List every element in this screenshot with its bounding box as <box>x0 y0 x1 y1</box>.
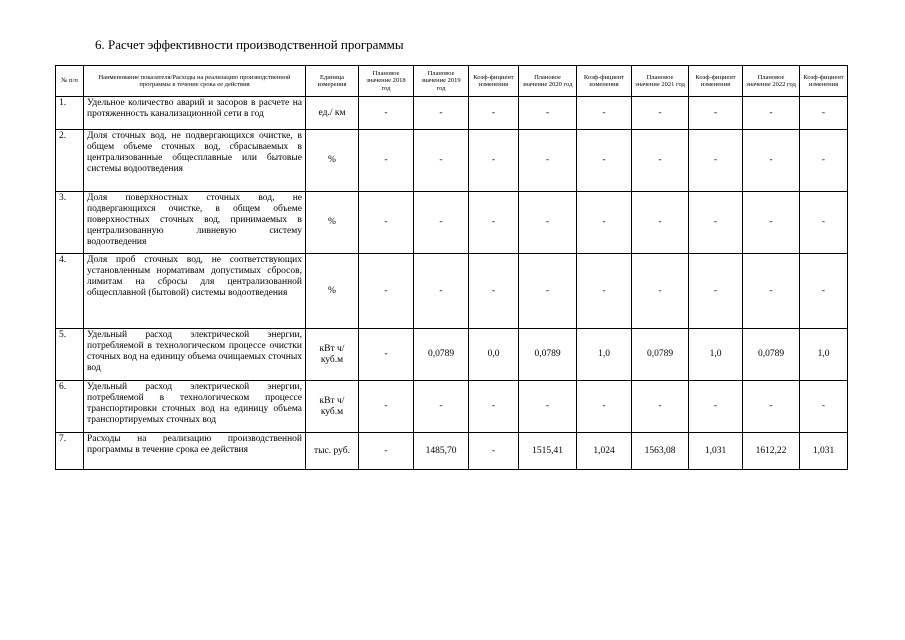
indicator-name: Доля проб сточных вод, не соответствующих установленным нормативам допустимых сбросов, лимитам на сбросы для централизованной общесплавной (бытовой) системы водоотведения <box>84 254 306 329</box>
value-cell: - <box>632 381 689 433</box>
value-cell: - <box>359 381 414 433</box>
value-cell: - <box>743 97 800 130</box>
value-cell: - <box>359 254 414 329</box>
efficiency-table <box>55 65 848 470</box>
value-cell: - <box>689 192 743 254</box>
unit-cell: ед./ км <box>306 97 359 130</box>
row-number: 4. <box>56 254 84 329</box>
table-row <box>56 97 848 130</box>
table-row <box>56 192 848 254</box>
indicator-name: Расходы на реализацию производственной программы в течение срока ее действия <box>84 433 306 470</box>
indicator-name: Удельный расход электрической энергии, потребляемой в технологическом процессе очистки сточных вод на единицу объема очищаемых сточных вод <box>84 329 306 381</box>
unit-cell: кВт ч/куб.м <box>306 329 359 381</box>
value-cell: - <box>469 254 519 329</box>
value-cell: - <box>577 381 632 433</box>
row-number: 6. <box>56 381 84 433</box>
header-cell: Наименование показателя/Расходы на реализацию производственной программы в течение срока ее действия <box>84 66 306 97</box>
value-cell: - <box>743 254 800 329</box>
row-number: 5. <box>56 329 84 381</box>
row-number: 2. <box>56 130 84 192</box>
row-number: 1. <box>56 97 84 130</box>
header-cell: Коэф-фициент изменения <box>577 66 632 97</box>
indicator-name: Доля поверхностных сточных вод, не подвергающихся очистке, в общем объеме поверхностных сточных вод, принимаемых в централизованную ливневую систему водоотведения <box>84 192 306 254</box>
value-cell: - <box>632 97 689 130</box>
value-cell: - <box>469 130 519 192</box>
value-cell: - <box>414 254 469 329</box>
value-cell: - <box>577 192 632 254</box>
table-row <box>56 433 848 470</box>
table-row <box>56 329 848 381</box>
value-cell: 1515,41 <box>519 433 577 470</box>
value-cell: 1563,08 <box>632 433 689 470</box>
value-cell: - <box>359 329 414 381</box>
value-cell: - <box>577 97 632 130</box>
value-cell: - <box>800 381 848 433</box>
unit-cell: кВт ч/куб.м <box>306 381 359 433</box>
value-cell: - <box>632 130 689 192</box>
header-cell: Коэф-фициент изменения <box>689 66 743 97</box>
value-cell: 0,0789 <box>743 329 800 381</box>
table-row <box>56 381 848 433</box>
value-cell: - <box>414 130 469 192</box>
unit-cell: % <box>306 192 359 254</box>
value-cell: - <box>359 97 414 130</box>
value-cell: - <box>519 254 577 329</box>
value-cell: - <box>689 254 743 329</box>
value-cell: - <box>469 381 519 433</box>
value-cell: - <box>519 97 577 130</box>
header-cell: Коэф-фициент изменения <box>800 66 848 97</box>
value-cell: - <box>743 192 800 254</box>
indicator-name: Удельное количество аварий и засоров в расчете на протяженность канализационной сети в год <box>84 97 306 130</box>
value-cell: 1,0 <box>577 329 632 381</box>
unit-cell: % <box>306 254 359 329</box>
value-cell: - <box>632 254 689 329</box>
value-cell: - <box>689 97 743 130</box>
value-cell: - <box>519 192 577 254</box>
value-cell: 1612,22 <box>743 433 800 470</box>
value-cell: - <box>414 381 469 433</box>
unit-cell: тыс. руб. <box>306 433 359 470</box>
value-cell: - <box>743 381 800 433</box>
table-row <box>56 254 848 329</box>
value-cell: - <box>800 192 848 254</box>
value-cell: - <box>800 130 848 192</box>
value-cell: - <box>414 97 469 130</box>
value-cell: 1,0 <box>800 329 848 381</box>
indicator-name: Доля сточных вод, не подвергающихся очистке, в общем объеме сточных вод, сбрасываемых в централизованные общесплавные или бытовые системы водоотведения <box>84 130 306 192</box>
value-cell: - <box>689 130 743 192</box>
value-cell: 1,031 <box>689 433 743 470</box>
header-cell: Плановое значение 2021 год <box>632 66 689 97</box>
value-cell: - <box>689 381 743 433</box>
value-cell: 1,031 <box>800 433 848 470</box>
unit-cell: % <box>306 130 359 192</box>
value-cell: 0,0 <box>469 329 519 381</box>
indicator-name: Удельный расход электрической энергии, потребляемой в технологическом процессе транспортировки сточных вод на единицу объема транспортируемых сточных вод <box>84 381 306 433</box>
header-cell: Плановое значение 2022 год <box>743 66 800 97</box>
value-cell: - <box>800 254 848 329</box>
value-cell: - <box>359 130 414 192</box>
value-cell: 0,0789 <box>632 329 689 381</box>
document-title: 6. Расчет эффективности производственной программы <box>95 37 404 52</box>
header-cell: № п/п <box>56 66 84 97</box>
header-cell: Единица измерения <box>306 66 359 97</box>
value-cell: - <box>519 381 577 433</box>
value-cell: - <box>577 254 632 329</box>
value-cell: - <box>359 433 414 470</box>
table-row <box>56 130 848 192</box>
value-cell: - <box>469 97 519 130</box>
value-cell: - <box>577 130 632 192</box>
table-header-row <box>56 66 848 97</box>
header-cell: Плановое значение 2019 год <box>414 66 469 97</box>
value-cell: - <box>632 192 689 254</box>
value-cell: - <box>800 97 848 130</box>
header-cell: Плановое значение 2018 год <box>359 66 414 97</box>
value-cell: - <box>469 433 519 470</box>
row-number: 3. <box>56 192 84 254</box>
header-cell: Коэф-фициент изменения <box>469 66 519 97</box>
value-cell: - <box>414 192 469 254</box>
value-cell: - <box>359 192 414 254</box>
value-cell: 1485,70 <box>414 433 469 470</box>
value-cell: - <box>469 192 519 254</box>
header-cell: Плановое значение 2020 год <box>519 66 577 97</box>
value-cell: - <box>743 130 800 192</box>
value-cell: 0,0789 <box>414 329 469 381</box>
value-cell: 0,0789 <box>519 329 577 381</box>
value-cell: - <box>519 130 577 192</box>
row-number: 7. <box>56 433 84 470</box>
value-cell: 1,0 <box>689 329 743 381</box>
value-cell: 1,024 <box>577 433 632 470</box>
